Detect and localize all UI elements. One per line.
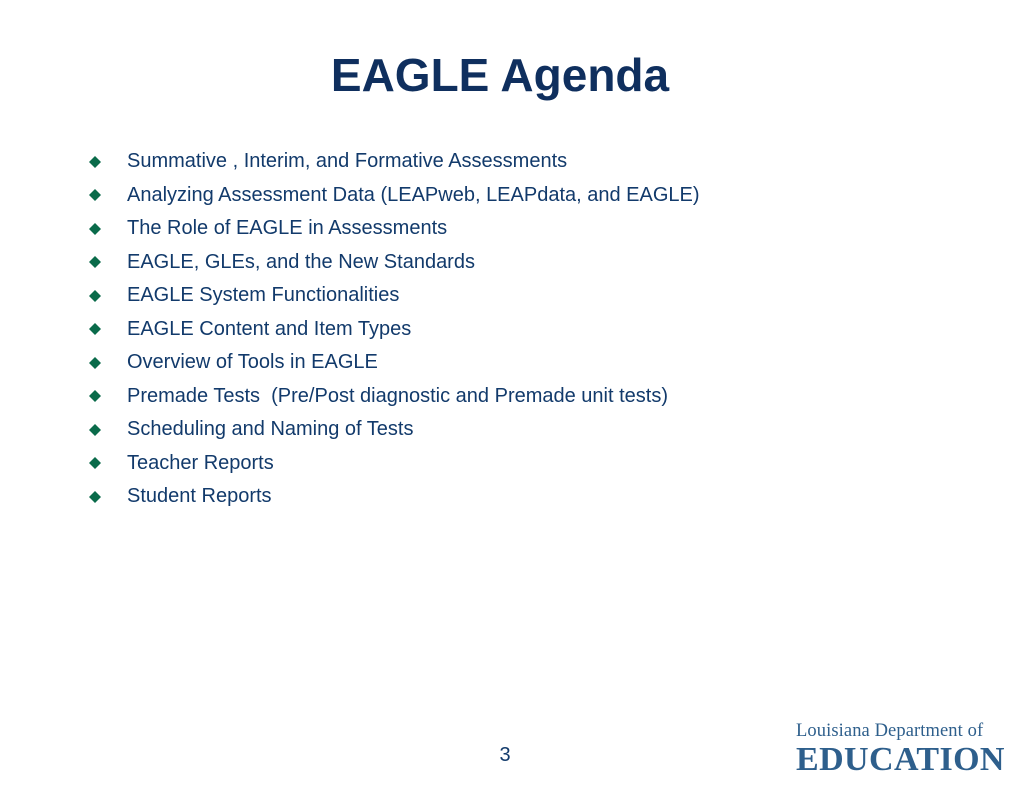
agenda-item-text: Analyzing Assessment Data (LEAPweb, LEAPdata, and EAGLE) xyxy=(127,183,700,206)
list-item xyxy=(88,480,700,514)
slide-title: EAGLE Agenda xyxy=(330,49,670,101)
agenda-item-text: EAGLE, GLEs, and the New Standards xyxy=(127,250,475,273)
agenda-item-text: Premade Tests (Pre/Post diagnostic and Premade unit tests) xyxy=(127,384,669,407)
agenda-list xyxy=(88,145,700,514)
agenda-item-text: Teacher Reports xyxy=(127,451,274,474)
agenda-item-text: EAGLE Content and Item Types xyxy=(127,317,412,340)
list-item xyxy=(88,212,700,246)
agenda-item-text: Scheduling and Naming of Tests xyxy=(127,418,414,441)
list-item xyxy=(88,279,700,313)
logo-department-text: Louisiana Department of xyxy=(796,721,984,741)
diamond-bullet-icon xyxy=(88,155,102,169)
diamond-bullet-icon xyxy=(88,188,102,202)
diamond-bullet-icon xyxy=(88,289,102,303)
list-item xyxy=(88,145,700,179)
list-item xyxy=(88,413,700,447)
list-item xyxy=(88,179,700,213)
diamond-bullet-icon xyxy=(88,490,102,504)
agenda-item-text: The Role of EAGLE in Assessments xyxy=(127,217,448,240)
agenda-item-text: Overview of Tools in EAGLE xyxy=(127,351,378,374)
list-item xyxy=(88,246,700,280)
diamond-bullet-icon xyxy=(88,456,102,470)
agenda-item-text: Student Reports xyxy=(127,485,272,508)
louisiana-education-logo xyxy=(796,720,1005,778)
diamond-bullet-icon xyxy=(88,255,102,269)
logo-education-text: EDUCATION xyxy=(796,741,1005,778)
agenda-item-text: EAGLE System Functionalities xyxy=(127,284,400,307)
list-item xyxy=(88,313,700,347)
page-number: 3 xyxy=(499,744,511,766)
diamond-bullet-icon xyxy=(88,389,102,403)
diamond-bullet-icon xyxy=(88,423,102,437)
diamond-bullet-icon xyxy=(88,356,102,370)
list-item xyxy=(88,447,700,481)
diamond-bullet-icon xyxy=(88,222,102,236)
list-item xyxy=(88,380,700,414)
diamond-bullet-icon xyxy=(88,322,102,336)
list-item xyxy=(88,346,700,380)
agenda-item-text: Summative , Interim, and Formative Assessments xyxy=(127,150,568,173)
